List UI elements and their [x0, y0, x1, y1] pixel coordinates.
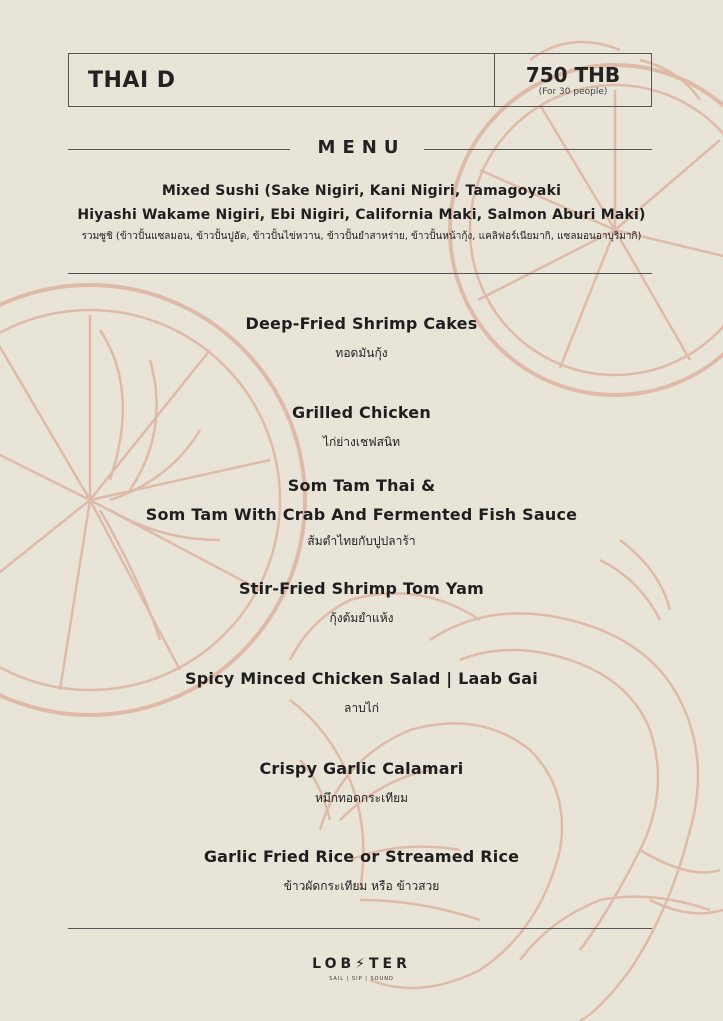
menu-item-thai: ทอดมันกุ้ง	[335, 346, 388, 360]
menu-item	[0, 398, 723, 451]
menu-item-name-cont: Hiyashi Wakame Nigiri, Ebi Nigiri, California Maki, Salmon Aburi Maki)	[77, 207, 646, 223]
menu-item	[0, 574, 723, 627]
menu-item	[0, 471, 723, 550]
menu-item	[0, 309, 723, 362]
menu-item	[0, 664, 723, 717]
menu-item-name: Garlic Fried Rice or Streamed Rice	[203, 847, 520, 866]
menu-item-name: Grilled Chicken	[292, 403, 431, 422]
menu-item-name: Crispy Garlic Calamari	[259, 759, 464, 778]
menu-item-name: Deep-Fried Shrimp Cakes	[245, 314, 478, 333]
divider-right	[424, 149, 652, 150]
price-value: 750 THB	[525, 62, 621, 87]
menu-item	[0, 754, 723, 807]
logo-wordmark: LOB⚡TER	[312, 956, 411, 972]
set-title: THAI D	[88, 67, 176, 93]
brand-logo	[0, 956, 723, 982]
menu-item	[0, 842, 723, 895]
menu-item-thai: ข้าวผัดกระเทียม หรือ ข้าวสวย	[283, 879, 440, 893]
menu-item-thai: หมึกทอดกระเทียม	[314, 791, 409, 805]
menu-item-thai: ไก่ย่างเชฟสนิท	[322, 435, 401, 449]
menu-item-name-cont: Som Tam With Crab And Fermented Fish Sauce	[145, 505, 578, 524]
logo-tagline: SAIL | SIP | SOUND	[329, 976, 394, 982]
menu-item-name: Stir-Fried Shrimp Tom Yam	[239, 579, 484, 598]
menu-heading: MENU	[317, 137, 406, 158]
divider-after-sushi	[68, 273, 652, 274]
price-note: (For 30 people)	[538, 86, 608, 97]
divider-footer	[68, 928, 652, 929]
price-box	[494, 54, 651, 106]
menu-item-thai: กุ้งต้มยำแห้ง	[329, 611, 394, 625]
menu-item-thai: ลาบไก่	[343, 701, 379, 715]
menu-item-sushi	[0, 179, 723, 246]
menu-item-thai: รวมซูชิ (ข้าวปั้นแซลมอน, ข้าวปั้นปูอัด, ข้าวปั้นไข่หวาน, ข้าวปั้นยำสาหร่าย, ข้าวปั้นหน้ากุ้ง, แคลิฟอร์เนียมากิ, แซลมอนอาบุริมากิ)	[81, 231, 642, 242]
menu-item-name: Spicy Minced Chicken Salad | Laab Gai	[185, 669, 538, 688]
header-box	[68, 53, 652, 107]
menu-item-name: Som Tam Thai &	[287, 476, 436, 495]
menu-item-thai: ส้มตำไทยกับปูปลาร้า	[307, 534, 416, 548]
menu-item-name: Mixed Sushi (Sake Nigiri, Kani Nigiri, Tamagoyaki	[161, 183, 562, 199]
